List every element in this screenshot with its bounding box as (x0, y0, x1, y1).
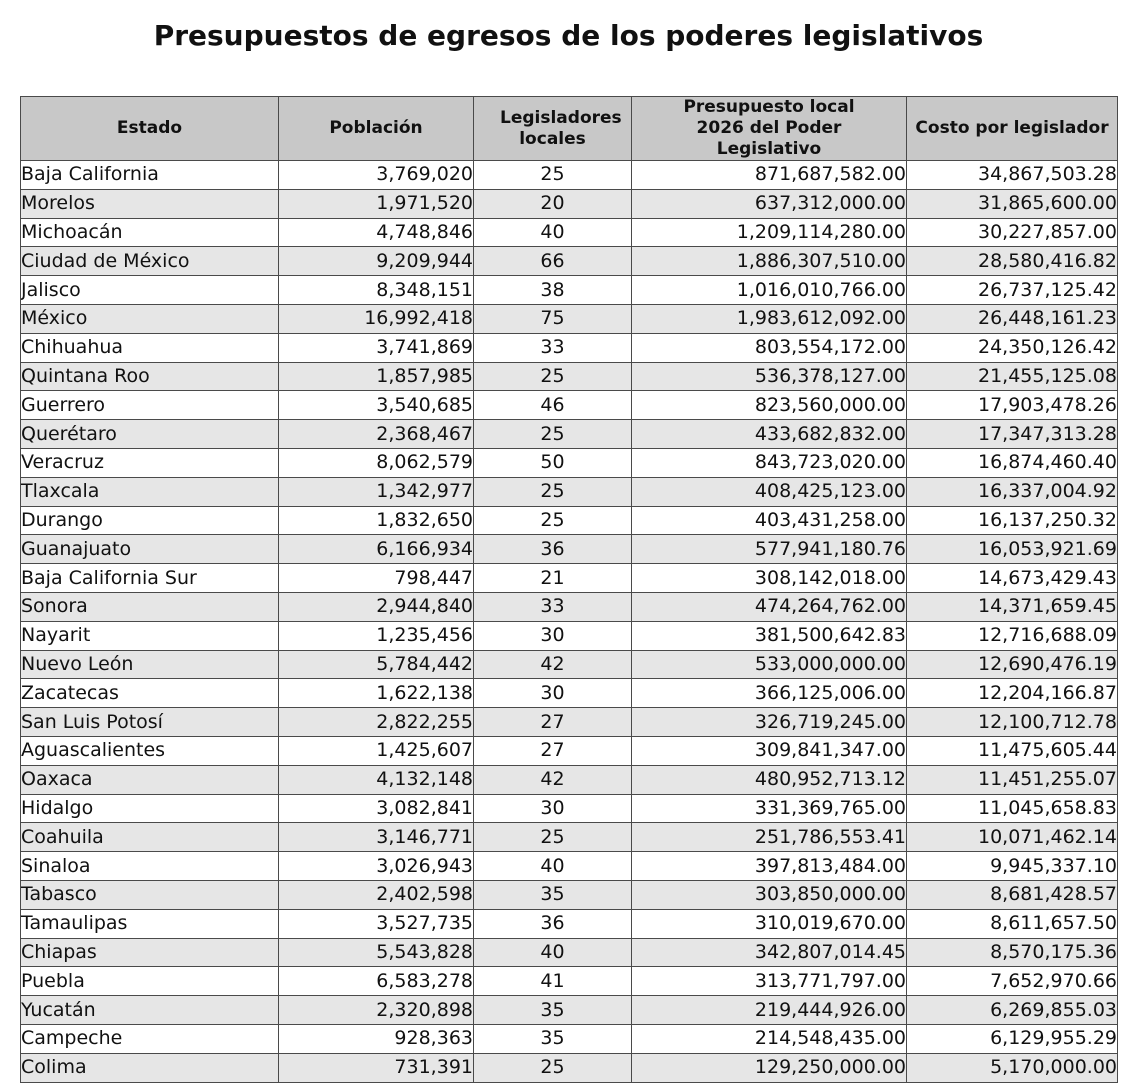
cell-costo: 10,071,462.14 (907, 823, 1118, 852)
cell-presupuesto: 303,850,000.00 (632, 880, 907, 909)
cell-estado: México (21, 304, 279, 333)
cell-legisladores: 25 (474, 362, 632, 391)
cell-estado: Chihuahua (21, 333, 279, 362)
cell-poblacion: 928,363 (279, 1024, 474, 1053)
header-poblacion: Población (279, 97, 474, 161)
cell-poblacion: 4,748,846 (279, 218, 474, 247)
cell-legisladores: 50 (474, 448, 632, 477)
cell-presupuesto: 214,548,435.00 (632, 1024, 907, 1053)
cell-costo: 6,269,855.03 (907, 996, 1118, 1025)
cell-legisladores: 33 (474, 592, 632, 621)
cell-estado: Querétaro (21, 420, 279, 449)
table-body (21, 161, 1118, 1083)
cell-estado: Chiapas (21, 938, 279, 967)
cell-presupuesto: 397,813,484.00 (632, 852, 907, 881)
table-row (21, 247, 1118, 276)
cell-legisladores: 42 (474, 650, 632, 679)
cell-estado: Michoacán (21, 218, 279, 247)
cell-poblacion: 1,342,977 (279, 477, 474, 506)
cell-presupuesto: 309,841,347.00 (632, 736, 907, 765)
table-row (21, 506, 1118, 535)
cell-presupuesto: 403,431,258.00 (632, 506, 907, 535)
table-row (21, 189, 1118, 218)
cell-estado: Durango (21, 506, 279, 535)
cell-costo: 11,475,605.44 (907, 736, 1118, 765)
cell-estado: Baja California Sur (21, 564, 279, 593)
cell-poblacion: 2,368,467 (279, 420, 474, 449)
table-row (21, 535, 1118, 564)
table-row (21, 736, 1118, 765)
cell-legisladores: 41 (474, 967, 632, 996)
cell-poblacion: 6,583,278 (279, 967, 474, 996)
cell-estado: Zacatecas (21, 679, 279, 708)
cell-legisladores: 25 (474, 506, 632, 535)
cell-estado: Tamaulipas (21, 909, 279, 938)
cell-costo: 11,045,658.83 (907, 794, 1118, 823)
cell-estado: Quintana Roo (21, 362, 279, 391)
cell-costo: 9,945,337.10 (907, 852, 1118, 881)
cell-presupuesto: 533,000,000.00 (632, 650, 907, 679)
cell-costo: 8,570,175.36 (907, 938, 1118, 967)
cell-presupuesto: 129,250,000.00 (632, 1053, 907, 1082)
cell-legisladores: 30 (474, 679, 632, 708)
header-estado: Estado (21, 97, 279, 161)
cell-poblacion: 5,784,442 (279, 650, 474, 679)
cell-costo: 28,580,416.82 (907, 247, 1118, 276)
table-row (21, 477, 1118, 506)
table-row (21, 333, 1118, 362)
cell-estado: Guanajuato (21, 535, 279, 564)
cell-poblacion: 731,391 (279, 1053, 474, 1082)
cell-estado: Morelos (21, 189, 279, 218)
cell-legisladores: 46 (474, 391, 632, 420)
cell-costo: 16,874,460.40 (907, 448, 1118, 477)
cell-presupuesto: 308,142,018.00 (632, 564, 907, 593)
cell-poblacion: 3,540,685 (279, 391, 474, 420)
cell-costo: 12,716,688.09 (907, 621, 1118, 650)
cell-estado: Hidalgo (21, 794, 279, 823)
table-row (21, 448, 1118, 477)
cell-legisladores: 35 (474, 1024, 632, 1053)
cell-estado: Sonora (21, 592, 279, 621)
header-costo: Costo por legislador (907, 97, 1118, 161)
table-row (21, 1053, 1118, 1082)
cell-poblacion: 4,132,148 (279, 765, 474, 794)
cell-presupuesto: 342,807,014.45 (632, 938, 907, 967)
cell-legisladores: 75 (474, 304, 632, 333)
cell-costo: 14,371,659.45 (907, 592, 1118, 621)
cell-presupuesto: 381,500,642.83 (632, 621, 907, 650)
cell-legisladores: 33 (474, 333, 632, 362)
cell-poblacion: 3,026,943 (279, 852, 474, 881)
cell-poblacion: 5,543,828 (279, 938, 474, 967)
cell-costo: 17,347,313.28 (907, 420, 1118, 449)
table-row (21, 823, 1118, 852)
header-legisladores: Legisladores locales (474, 97, 632, 161)
cell-estado: Coahuila (21, 823, 279, 852)
cell-costo: 26,737,125.42 (907, 276, 1118, 305)
table-row (21, 1024, 1118, 1053)
cell-costo: 12,204,166.87 (907, 679, 1118, 708)
cell-costo: 6,129,955.29 (907, 1024, 1118, 1053)
table-row (21, 564, 1118, 593)
table-row (21, 909, 1118, 938)
cell-costo: 34,867,503.28 (907, 161, 1118, 190)
cell-poblacion: 6,166,934 (279, 535, 474, 564)
cell-costo: 17,903,478.26 (907, 391, 1118, 420)
table-row (21, 852, 1118, 881)
table-row (21, 218, 1118, 247)
cell-poblacion: 2,822,255 (279, 708, 474, 737)
table-row (21, 592, 1118, 621)
cell-poblacion: 8,062,579 (279, 448, 474, 477)
cell-legisladores: 20 (474, 189, 632, 218)
cell-estado: Yucatán (21, 996, 279, 1025)
cell-legisladores: 40 (474, 938, 632, 967)
table-row (21, 391, 1118, 420)
page-title: Presupuestos de egresos de los poderes legislativos (153, 19, 984, 52)
cell-legisladores: 38 (474, 276, 632, 305)
cell-poblacion: 3,082,841 (279, 794, 474, 823)
table-row (21, 880, 1118, 909)
cell-poblacion: 16,992,418 (279, 304, 474, 333)
table-row (21, 362, 1118, 391)
cell-poblacion: 1,857,985 (279, 362, 474, 391)
table-row (21, 161, 1118, 190)
cell-poblacion: 9,209,944 (279, 247, 474, 276)
cell-presupuesto: 326,719,245.00 (632, 708, 907, 737)
table-row (21, 708, 1118, 737)
cell-estado: Aguascalientes (21, 736, 279, 765)
cell-legisladores: 42 (474, 765, 632, 794)
cell-presupuesto: 637,312,000.00 (632, 189, 907, 218)
table-header (21, 97, 1118, 161)
cell-presupuesto: 331,369,765.00 (632, 794, 907, 823)
table-row (21, 996, 1118, 1025)
table-row (21, 679, 1118, 708)
cell-legisladores: 36 (474, 909, 632, 938)
cell-presupuesto: 871,687,582.00 (632, 161, 907, 190)
cell-poblacion: 3,527,735 (279, 909, 474, 938)
table-row (21, 765, 1118, 794)
cell-costo: 14,673,429.43 (907, 564, 1118, 593)
table-row (21, 420, 1118, 449)
table-row (21, 621, 1118, 650)
table-row (21, 938, 1118, 967)
cell-poblacion: 3,769,020 (279, 161, 474, 190)
cell-costo: 5,170,000.00 (907, 1053, 1118, 1082)
cell-costo: 24,350,126.42 (907, 333, 1118, 362)
cell-costo: 21,455,125.08 (907, 362, 1118, 391)
cell-costo: 7,652,970.66 (907, 967, 1118, 996)
cell-costo: 16,337,004.92 (907, 477, 1118, 506)
table-row (21, 276, 1118, 305)
cell-legisladores: 25 (474, 1053, 632, 1082)
cell-presupuesto: 823,560,000.00 (632, 391, 907, 420)
cell-estado: Guerrero (21, 391, 279, 420)
cell-presupuesto: 480,952,713.12 (632, 765, 907, 794)
cell-estado: Sinaloa (21, 852, 279, 881)
header-row (21, 97, 1118, 161)
cell-legisladores: 36 (474, 535, 632, 564)
cell-presupuesto: 1,886,307,510.00 (632, 247, 907, 276)
cell-poblacion: 1,425,607 (279, 736, 474, 765)
cell-costo: 16,053,921.69 (907, 535, 1118, 564)
cell-presupuesto: 577,941,180.76 (632, 535, 907, 564)
cell-poblacion: 3,146,771 (279, 823, 474, 852)
cell-estado: Jalisco (21, 276, 279, 305)
cell-legisladores: 66 (474, 247, 632, 276)
cell-legisladores: 30 (474, 794, 632, 823)
cell-legisladores: 35 (474, 880, 632, 909)
cell-legisladores: 25 (474, 420, 632, 449)
cell-poblacion: 2,944,840 (279, 592, 474, 621)
cell-estado: Ciudad de México (21, 247, 279, 276)
cell-presupuesto: 474,264,762.00 (632, 592, 907, 621)
cell-presupuesto: 408,425,123.00 (632, 477, 907, 506)
cell-costo: 31,865,600.00 (907, 189, 1118, 218)
header-presupuesto: Presupuesto local 2026 del Poder Legislativo (632, 97, 907, 161)
cell-estado: Oaxaca (21, 765, 279, 794)
cell-costo: 8,611,657.50 (907, 909, 1118, 938)
cell-estado: Nayarit (21, 621, 279, 650)
table-row (21, 967, 1118, 996)
cell-poblacion: 2,402,598 (279, 880, 474, 909)
cell-presupuesto: 1,983,612,092.00 (632, 304, 907, 333)
cell-poblacion: 798,447 (279, 564, 474, 593)
cell-legisladores: 27 (474, 736, 632, 765)
cell-legisladores: 21 (474, 564, 632, 593)
cell-estado: Nuevo León (21, 650, 279, 679)
cell-presupuesto: 310,019,670.00 (632, 909, 907, 938)
cell-estado: Baja California (21, 161, 279, 190)
cell-legisladores: 40 (474, 218, 632, 247)
cell-presupuesto: 1,209,114,280.00 (632, 218, 907, 247)
cell-costo: 16,137,250.32 (907, 506, 1118, 535)
cell-poblacion: 1,622,138 (279, 679, 474, 708)
cell-presupuesto: 803,554,172.00 (632, 333, 907, 362)
cell-legisladores: 40 (474, 852, 632, 881)
cell-estado: Veracruz (21, 448, 279, 477)
table-row (21, 304, 1118, 333)
cell-estado: Tlaxcala (21, 477, 279, 506)
cell-legisladores: 25 (474, 823, 632, 852)
cell-presupuesto: 1,016,010,766.00 (632, 276, 907, 305)
cell-costo: 12,690,476.19 (907, 650, 1118, 679)
cell-legisladores: 25 (474, 161, 632, 190)
cell-poblacion: 1,235,456 (279, 621, 474, 650)
cell-estado: San Luis Potosí (21, 708, 279, 737)
cell-presupuesto: 536,378,127.00 (632, 362, 907, 391)
cell-presupuesto: 366,125,006.00 (632, 679, 907, 708)
cell-legisladores: 25 (474, 477, 632, 506)
cell-poblacion: 3,741,869 (279, 333, 474, 362)
cell-poblacion: 1,832,650 (279, 506, 474, 535)
budget-table (20, 96, 1118, 1083)
cell-legisladores: 27 (474, 708, 632, 737)
cell-presupuesto: 219,444,926.00 (632, 996, 907, 1025)
cell-costo: 26,448,161.23 (907, 304, 1118, 333)
cell-costo: 11,451,255.07 (907, 765, 1118, 794)
cell-estado: Puebla (21, 967, 279, 996)
cell-poblacion: 2,320,898 (279, 996, 474, 1025)
cell-legisladores: 30 (474, 621, 632, 650)
cell-poblacion: 1,971,520 (279, 189, 474, 218)
cell-poblacion: 8,348,151 (279, 276, 474, 305)
cell-estado: Tabasco (21, 880, 279, 909)
table-row (21, 794, 1118, 823)
cell-presupuesto: 251,786,553.41 (632, 823, 907, 852)
cell-legisladores: 35 (474, 996, 632, 1025)
cell-costo: 12,100,712.78 (907, 708, 1118, 737)
cell-presupuesto: 843,723,020.00 (632, 448, 907, 477)
cell-costo: 30,227,857.00 (907, 218, 1118, 247)
cell-presupuesto: 433,682,832.00 (632, 420, 907, 449)
table-row (21, 650, 1118, 679)
cell-estado: Campeche (21, 1024, 279, 1053)
cell-costo: 8,681,428.57 (907, 880, 1118, 909)
cell-estado: Colima (21, 1053, 279, 1082)
cell-presupuesto: 313,771,797.00 (632, 967, 907, 996)
